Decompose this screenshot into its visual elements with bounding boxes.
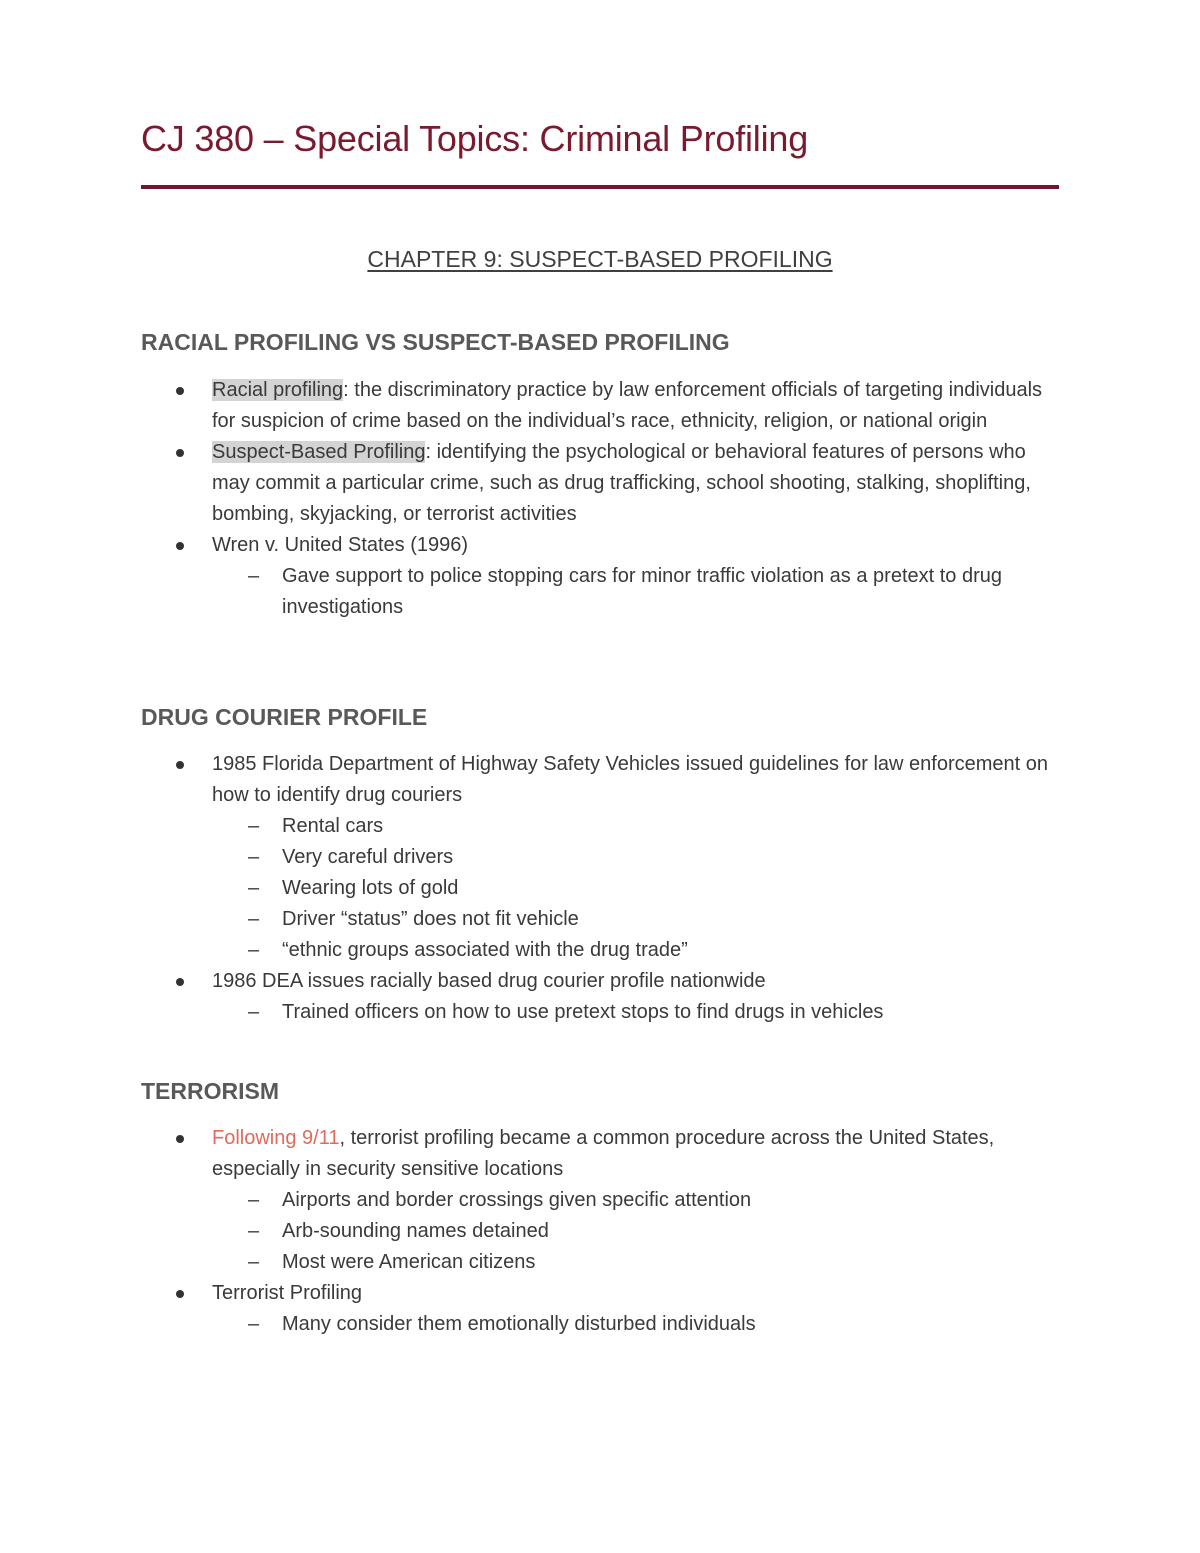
highlighted-term: Racial profiling xyxy=(212,379,344,401)
dash-icon: – xyxy=(248,565,260,587)
racial-profiling-list xyxy=(141,375,1061,623)
sub-item-text: Driver “status” does not fit vehicle xyxy=(282,908,579,930)
sub-item-text: “ethnic groups associated with the drug trade” xyxy=(282,939,688,961)
list-item xyxy=(141,1278,1061,1309)
sub-list-item xyxy=(141,935,1061,966)
terrorism-list xyxy=(141,1123,1061,1340)
sub-list-item xyxy=(141,561,1061,623)
item-text: 1986 DEA issues racially based drug courier profile nationwide xyxy=(212,970,766,992)
sub-item-text: Arb-sounding names detained xyxy=(282,1220,549,1242)
item-text: Wren v. United States (1996) xyxy=(212,534,469,556)
sub-list-item xyxy=(141,842,1061,873)
dash-icon: – xyxy=(248,1001,260,1023)
sub-item-text: Most were American citizens xyxy=(282,1251,536,1273)
accent-text: Following 9/11 xyxy=(212,1127,340,1149)
bullet-icon xyxy=(176,1135,184,1143)
chapter-title: CHAPTER 9: SUSPECT-BASED PROFILING xyxy=(367,246,833,272)
list-item xyxy=(141,530,1061,561)
sub-item-text: Wearing lots of gold xyxy=(282,877,459,899)
sub-list-item xyxy=(141,1247,1061,1278)
list-item xyxy=(141,1123,1061,1185)
sub-list-item xyxy=(141,1309,1061,1340)
page-title: CJ 380 – Special Topics: Criminal Profiling xyxy=(141,118,809,159)
dash-icon: – xyxy=(248,877,260,899)
drug-courier-list xyxy=(141,749,1061,1028)
item-text: 1985 Florida Department of Highway Safety Vehicles issued guidelines for law enforcement on how to identify drug couriers xyxy=(212,753,1049,806)
bullet-icon xyxy=(176,449,184,457)
sub-item-text: Trained officers on how to use pretext stops to find drugs in vehicles xyxy=(282,1001,884,1023)
sub-list-item xyxy=(141,1185,1061,1216)
sub-list-item xyxy=(141,904,1061,935)
list-item xyxy=(141,749,1061,811)
sub-list-item xyxy=(141,1216,1061,1247)
section-heading-drug-courier-profile: DRUG COURIER PROFILE xyxy=(141,704,428,730)
dash-icon: – xyxy=(248,1220,260,1242)
sub-item-text: Rental cars xyxy=(282,815,384,837)
highlighted-term: Suspect-Based Profiling xyxy=(212,441,426,463)
item-text: : identifying the psychological or behavioral features of persons who may commit a particular crime, such as drug trafficking, school shooting, stalking, shoplifting, bombing, skyjacking, or terrorist activities xyxy=(212,441,1031,525)
section-heading-racial-profiling: RACIAL PROFILING VS SUSPECT-BASED PROFILING xyxy=(141,329,730,355)
dash-icon: – xyxy=(248,939,260,961)
list-item xyxy=(141,437,1061,530)
sub-list-item xyxy=(141,811,1061,842)
dash-icon: – xyxy=(248,815,260,837)
bullet-icon xyxy=(176,761,184,769)
bullet-icon xyxy=(176,978,184,986)
item-text: Terrorist Profiling xyxy=(212,1282,363,1304)
dash-icon: – xyxy=(248,1189,260,1211)
list-item xyxy=(141,375,1061,437)
dash-icon: – xyxy=(248,908,260,930)
item-text: : the discriminatory practice by law enforcement officials of targeting individuals for suspicion of crime based on the individual’s race, ethnicity, religion, or national origin xyxy=(212,379,1043,432)
dash-icon: – xyxy=(248,1313,260,1335)
title-divider xyxy=(141,185,1059,189)
bullet-icon xyxy=(176,542,184,550)
dash-icon: – xyxy=(248,846,260,868)
item-text: , terrorist profiling became a common procedure across the United States, especially in security sensitive locations xyxy=(212,1127,995,1180)
sub-item-text: Many consider them emotionally disturbed individuals xyxy=(282,1313,756,1335)
sub-item-text: Very careful drivers xyxy=(282,846,454,868)
list-item xyxy=(141,966,1061,997)
section-heading-terrorism: TERRORISM xyxy=(141,1078,279,1104)
sub-list-item xyxy=(141,997,1061,1028)
sub-list-item xyxy=(141,873,1061,904)
sub-item-text: Gave support to police stopping cars for minor traffic violation as a pretext to drug investigations xyxy=(282,565,1002,618)
dash-icon: – xyxy=(248,1251,260,1273)
sub-item-text: Airports and border crossings given specific attention xyxy=(282,1189,752,1211)
bullet-icon xyxy=(176,387,184,395)
bullet-icon xyxy=(176,1290,184,1298)
